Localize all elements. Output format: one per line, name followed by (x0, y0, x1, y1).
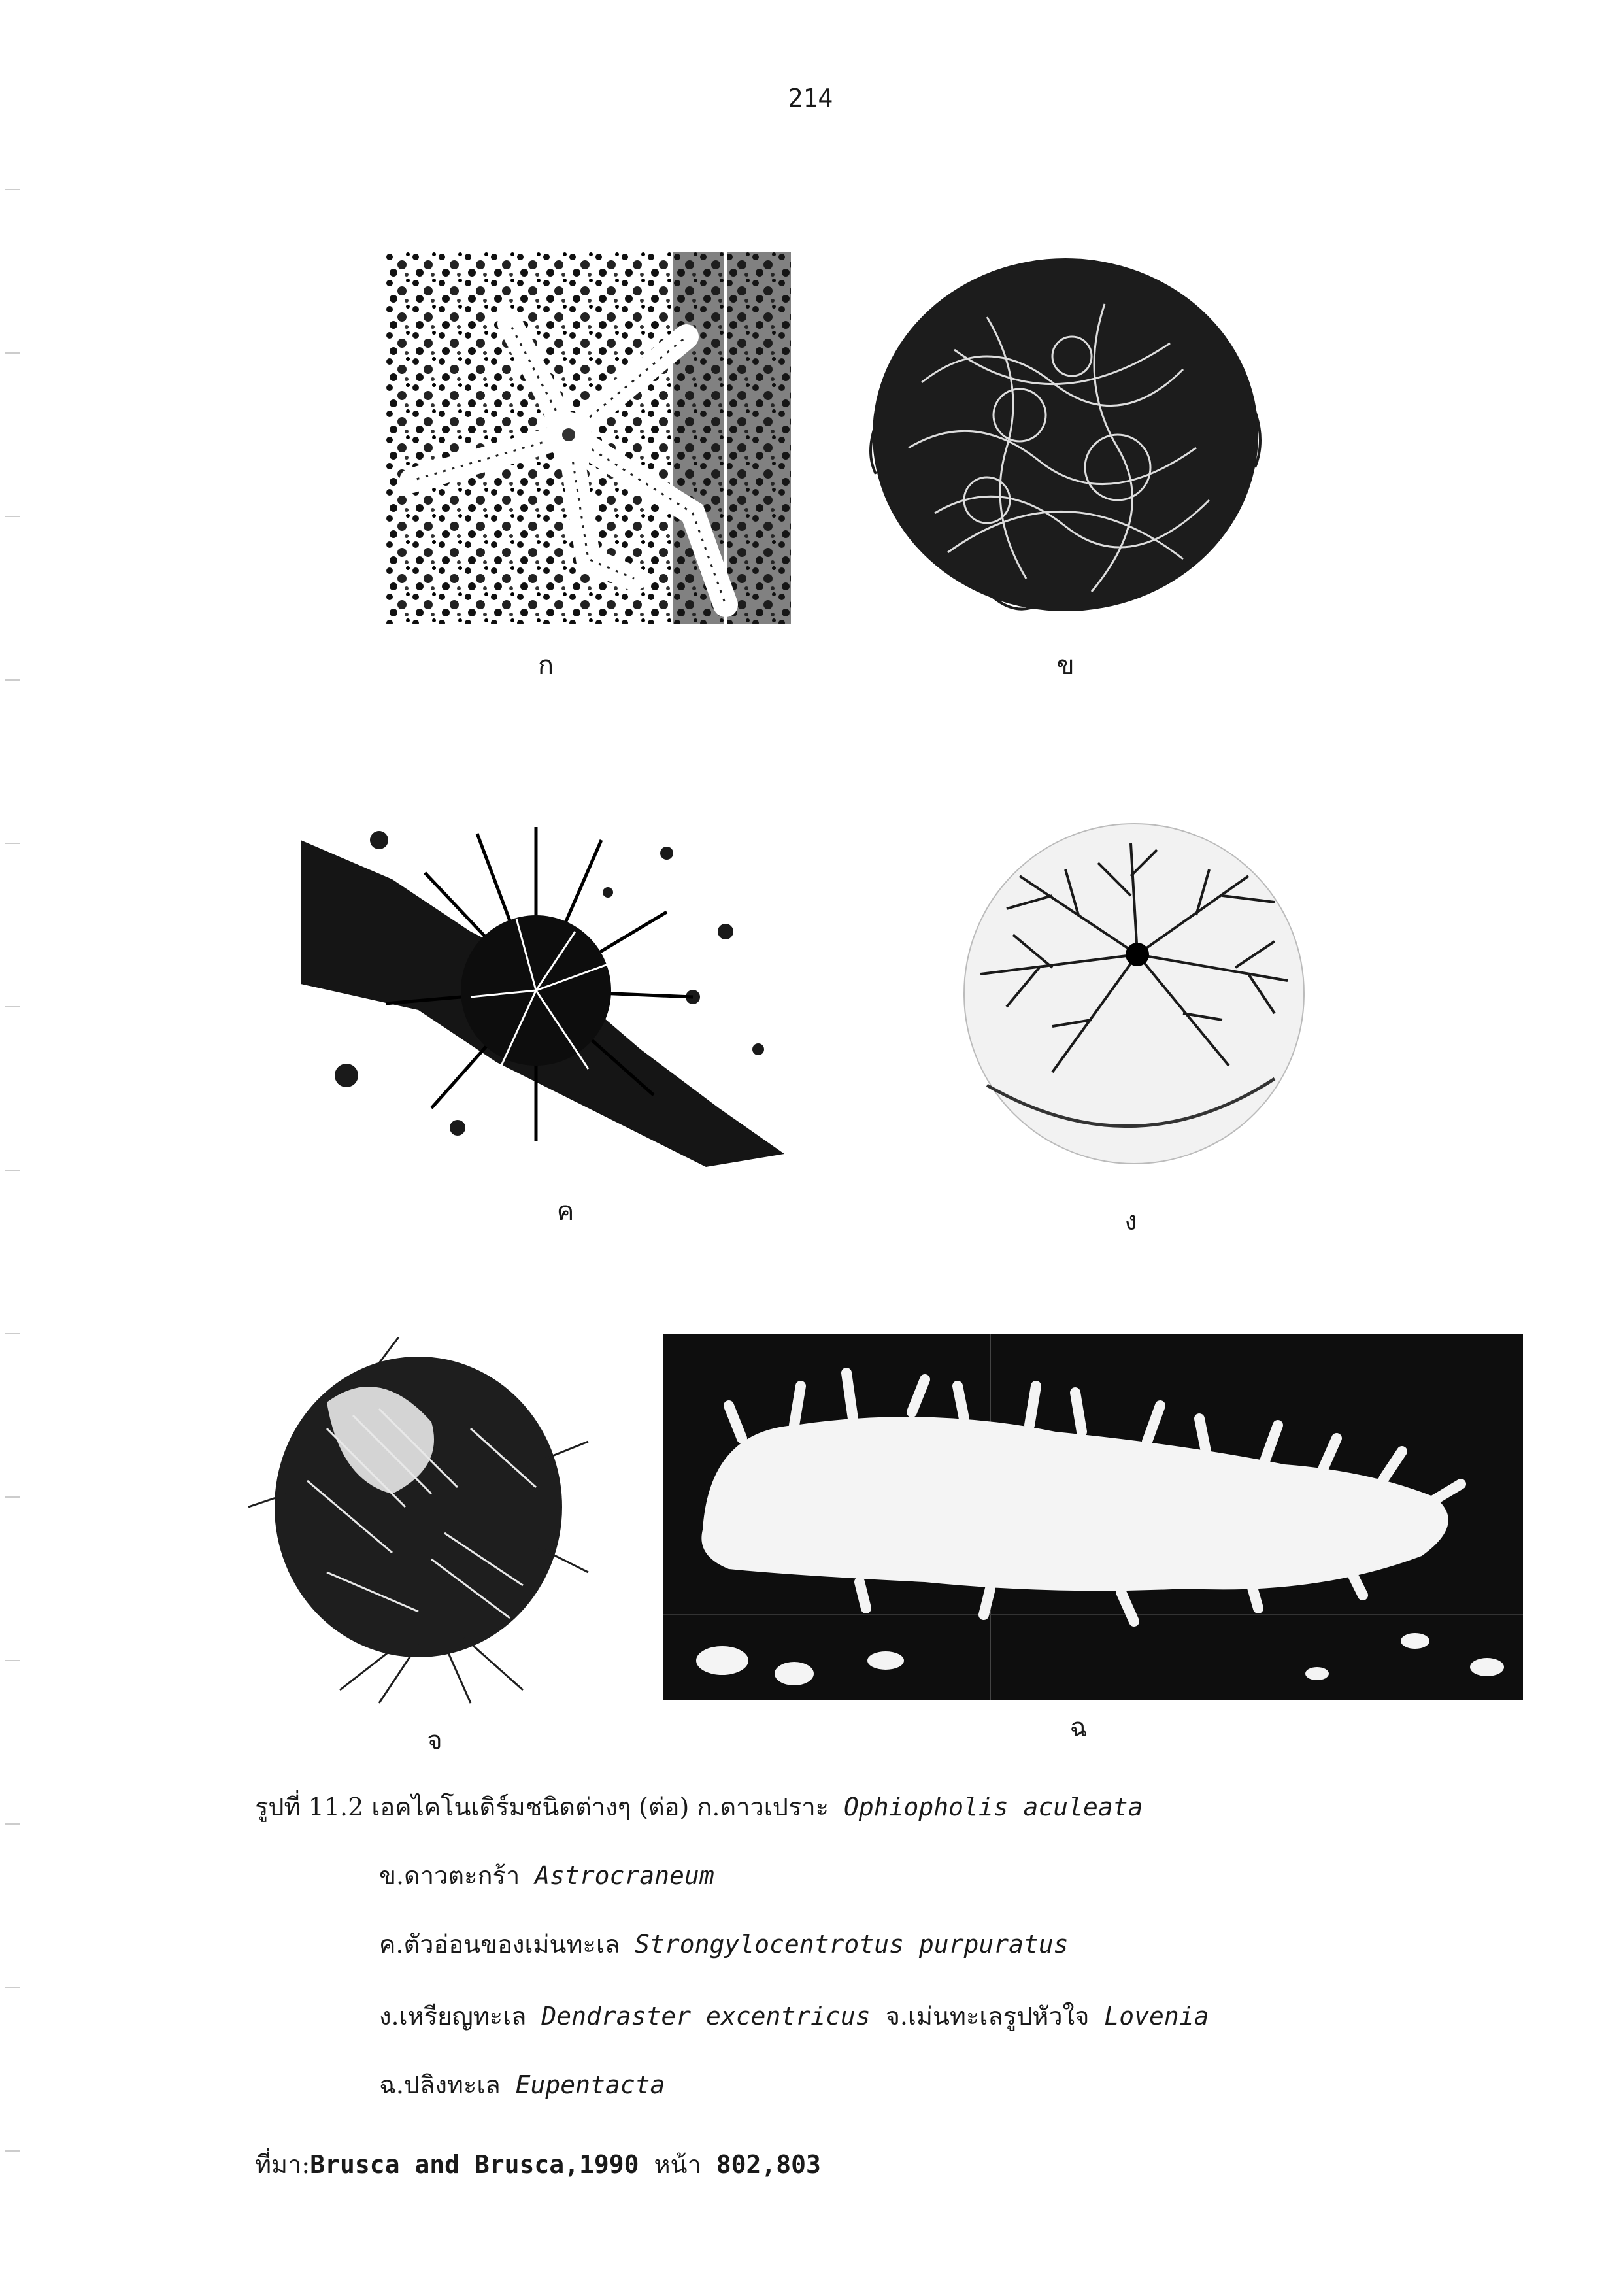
caption-line-4-text: ง.เหรียญทะเล (379, 2002, 527, 2031)
page-number: 214 (788, 84, 833, 112)
caption-line-5-text: ฉ.ปลิงทะเล (379, 2070, 501, 2099)
source-page-word: หน้า (654, 2150, 701, 2179)
caption-line-3-sci: Strongylocentrotus purpuratus (635, 1930, 1069, 1959)
photo-basket-star (856, 252, 1268, 618)
caption-line-4-mid: จ.เม่นทะเลรูปหัวใจ (885, 2002, 1090, 2031)
panel-label-c: ค (556, 1196, 575, 1226)
photo-sea-urchin (301, 801, 797, 1167)
figure-caption-line-1 (255, 1795, 1143, 1819)
caption-line-4-sci: Dendraster excentricus (541, 2002, 871, 2031)
caption-line-2-sci: Astrocraneum (535, 1861, 714, 1890)
panel-label-d: ง (1124, 1206, 1137, 1236)
photo-heart-urchin (248, 1337, 595, 1710)
caption-line-4-sci2: Lovenia (1104, 2002, 1209, 2031)
caption-line-2-text: ข.ดาวตะกร้า (379, 1861, 520, 1890)
source-prefix: ที่มา: (255, 2150, 310, 2179)
panel-label-f: ฉ (1069, 1713, 1088, 1743)
photo-sea-cucumber (663, 1334, 1523, 1700)
figure-caption-line-3 (379, 1932, 1069, 1957)
photo-brittle-star (386, 252, 791, 624)
caption-line-5-sci: Eupentacta (515, 2070, 665, 2099)
figure-source (255, 2144, 821, 2184)
source-pages: 802,803 (716, 2150, 821, 2179)
panel-label-e: จ (427, 1726, 443, 1756)
panel-label-b: ข (1056, 650, 1075, 681)
figure-caption-line-5 (379, 2072, 665, 2097)
panel-label-a: ก (537, 650, 554, 681)
figure-caption-line-4 (379, 2004, 1209, 2029)
left-margin-marks (0, 0, 26, 2296)
source-citation: Brusca and Brusca,1990 (310, 2150, 639, 2179)
caption-line-3-text: ค.ตัวอ่อนของเม่นทะเล (379, 1930, 620, 1959)
caption-line-1-sci: Ophiopholis aculeata (843, 1793, 1143, 1821)
caption-line-1-text: รูปที่ 11.2 เอคไคโนเดิร์มชนิดต่างๆ (ต่อ) ก.ดาวเปราะ (255, 1793, 829, 1821)
figure-caption-line-2 (379, 1863, 714, 1888)
photo-sand-dollar (935, 804, 1333, 1170)
